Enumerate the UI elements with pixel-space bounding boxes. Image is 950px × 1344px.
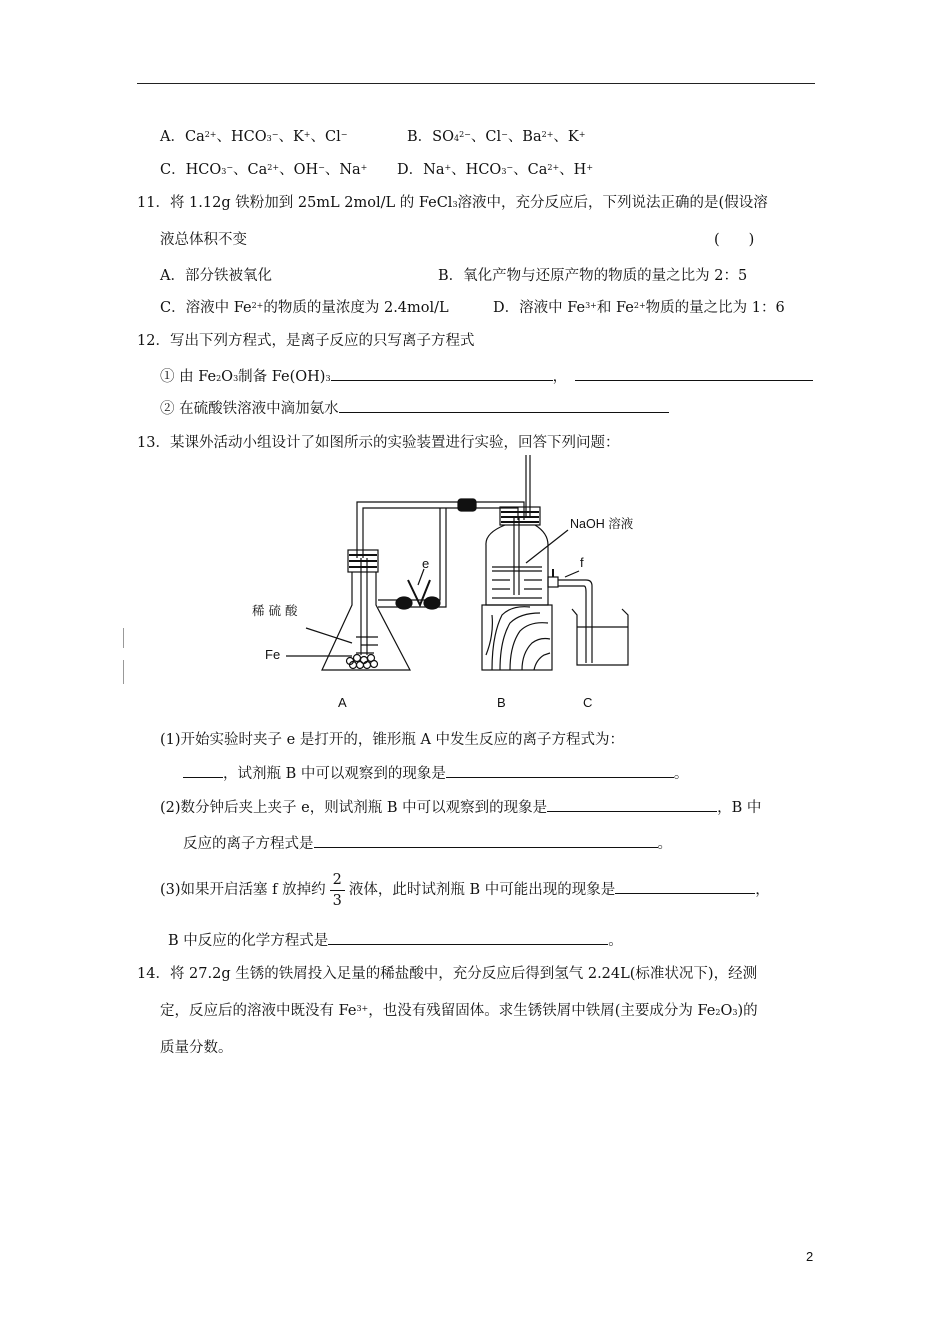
page-number: 2: [806, 1249, 814, 1264]
margin-mark: [123, 660, 124, 684]
bottle-b: [486, 455, 592, 663]
q12-item-2: ② 在硫酸铁溶液中滴加氨水: [160, 398, 669, 419]
q13-part-3-cont: B 中反应的化学方程式是 。: [168, 930, 623, 951]
q11-option-c: C．溶液中 $Fe^{2+}$的物质的量浓度为 2.4mol/L: [160, 300, 449, 316]
q10-option-d: D．Na+、$HCO_3^-$、$Ca^{2+}$、H+: [397, 162, 594, 178]
label-e: e: [422, 556, 430, 571]
q13-part-1-cont: ，试剂瓶 B 中可以观察到的现象是 。: [183, 763, 688, 784]
q10-option-c: C．$HCO_3^-$、$Ca^{2+}$、OH−、Na+: [160, 162, 368, 178]
flask-a: [322, 550, 410, 670]
q13-part-1: (1)开始实验时夹子 e 是打开的，锥形瓶 A 中发生反应的离子方程式为：: [160, 732, 625, 748]
q11-option-b: B．氧化产物与还原产物的物质的量之比为 2：5: [438, 268, 748, 284]
label-a: A: [338, 695, 347, 710]
q10-option-b: B．$SO_4^{2-}$、Cl−、$Ba^{2+}$、K+: [407, 129, 586, 145]
answer-blank[interactable]: [547, 797, 717, 812]
margin-mark: [123, 628, 124, 648]
q13-part-2: (2)数分钟后夹上夹子 e，则试剂瓶 B 中可以观察到的现象是 ，B 中: [160, 797, 761, 818]
label-f: f: [580, 555, 584, 570]
label-fe: Fe: [265, 647, 281, 662]
fraction-two-thirds: $\frac{2}{3}$: [330, 870, 345, 911]
label-c: C: [583, 695, 593, 710]
q12-stem: 12．写出下列方程式，是离子反应的只写离子方程式: [137, 333, 475, 349]
answer-blank[interactable]: [339, 398, 669, 413]
q13-part-2-cont: 反应的离子方程式是 。: [183, 833, 672, 854]
q11-option-d: D．溶液中 $Fe^{3+}$和 $Fe^{2+}$物质的量之比为 1：6: [493, 300, 785, 316]
answer-blank[interactable]: [328, 930, 608, 945]
q11-answer-paren: ( ): [714, 232, 755, 248]
label-dilute-acid: 稀 硫 酸: [252, 603, 298, 618]
q13-part-3: (3)如果开启活塞 f 放掉约 $\frac{2}{3}$ 液体，此时试剂瓶 B 中可能出现的现象是 ，: [160, 871, 770, 909]
q12-item-1: ① 由 $Fe_2O_3$制备 $Fe(OH)_3$ ，: [160, 366, 813, 387]
q14-line-1: 14．将 27.2g 生锈的铁屑投入足量的稀盐酸中，充分反应后得到氢气 2.24L(标准状况下)，经测: [137, 966, 758, 982]
answer-blank[interactable]: [615, 879, 755, 894]
q13-stem: 13．某课外活动小组设计了如图所示的实验装置进行实验，回答下列问题：: [137, 435, 620, 451]
apparatus-figure: [230, 455, 650, 720]
answer-blank[interactable]: [575, 366, 813, 381]
label-b: B: [497, 695, 506, 710]
wood-block: [482, 605, 552, 670]
q11-option-a: A．部分铁被氧化: [160, 268, 272, 284]
answer-blank[interactable]: [183, 763, 223, 778]
answer-blank[interactable]: [314, 833, 658, 848]
beaker-c: [572, 609, 628, 665]
q10-option-a: A．$Ca^{2+}$、$HCO_3^-$、K+、Cl−: [160, 129, 348, 145]
answer-blank[interactable]: [446, 763, 674, 778]
q14-line-2: 定，反应后的溶液中既没有 $Fe^{3+}$，也没有残留固体。求生锈铁屑中铁屑(主要成分为 $Fe_2O_3$)的: [160, 1003, 758, 1019]
answer-blank[interactable]: [331, 366, 553, 381]
header-rule: [137, 83, 815, 84]
q11-stem: 11．将 1.12g 铁粉加到 25mL 2mol/L 的 FeCl$_3$溶液中，充分反应后，下列说法正确的是(假设溶: [137, 195, 768, 211]
q14-line-3: 质量分数。: [160, 1040, 233, 1056]
label-naoh: NaOH 溶液: [570, 517, 634, 531]
q11-stem-2: 液总体积不变: [160, 232, 247, 248]
